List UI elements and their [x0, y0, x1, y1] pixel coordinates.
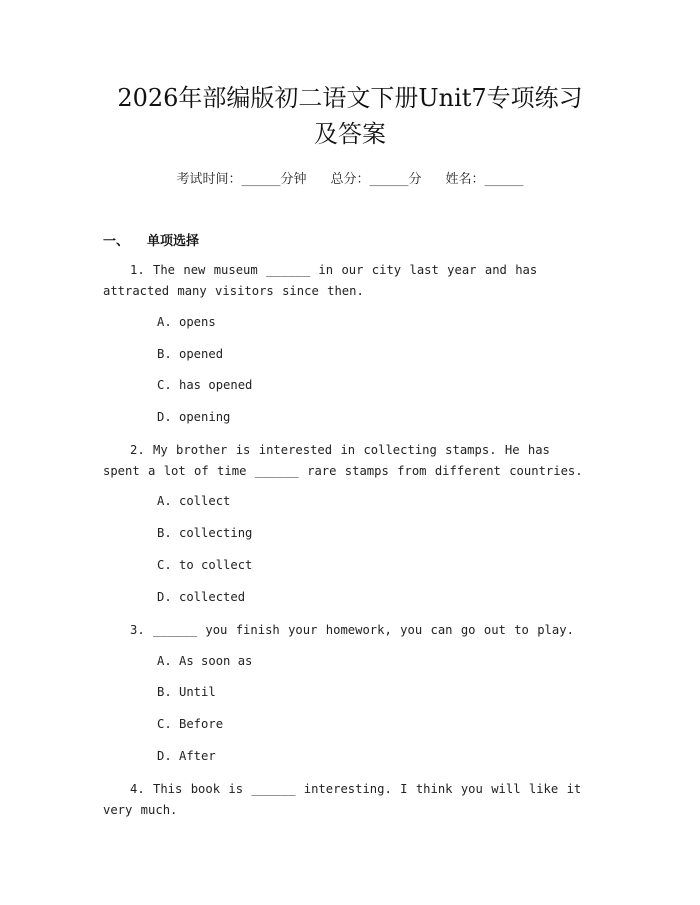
question-4: 4. This book is ______ interesting. I think you will like it very much. — [103, 782, 582, 817]
section-heading — [103, 230, 199, 249]
section-title: 单项选择 — [147, 234, 200, 249]
section-number: 一、 — [103, 234, 130, 249]
exam-time: 考试时间：______分钟 — [176, 172, 307, 187]
question-1-option-a: A. opens — [157, 315, 216, 329]
exam-name: 姓名：______ — [445, 172, 524, 187]
question-1-option-c: C. has opened — [157, 378, 253, 392]
question-3-option-c: C. Before — [157, 717, 224, 731]
question-1-option-d: D. opening — [157, 410, 231, 424]
question-3-option-b: B. Until — [157, 685, 216, 699]
question-1-option-b: B. opened — [157, 347, 224, 361]
question-3-option-d: D. After — [157, 749, 216, 763]
question-3-option-a: A. As soon as — [157, 654, 253, 668]
question-2-option-d: D. collected — [157, 590, 246, 604]
exam-info — [0, 168, 700, 187]
exam-score: 总分：______分 — [330, 172, 422, 187]
page-title — [0, 80, 700, 152]
question-2: 2. My brother is interested in collecting stamps. He has spent a lot of time ______ rare stamps from different countries. — [103, 443, 583, 478]
question-2-option-c: C. to collect — [157, 558, 253, 572]
question-3: 3. ______ you finish your homework, you can go out to play. — [130, 623, 574, 637]
question-2-option-a: A. collect — [157, 494, 231, 508]
question-2-option-b: B. collecting — [157, 526, 253, 540]
question-1: 1. The new museum ______ in our city last year and has attracted many visitors since then. — [103, 263, 538, 298]
title-line-1: 2026年部编版初二语文下册Unit7专项练习 — [117, 84, 583, 112]
title-line-2: 及答案 — [314, 120, 386, 148]
